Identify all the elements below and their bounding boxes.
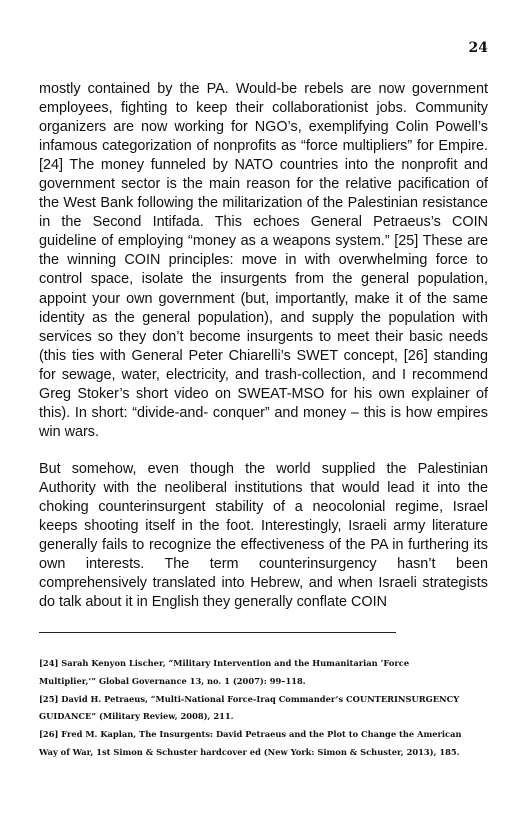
body-text	[39, 80, 488, 630]
page-number: 24	[468, 40, 488, 56]
paragraph-2: But somehow, even though the world supplied the Palestinian Authority with the neoliberal institutions that would lead it into the choking counterinsurgent stability of a neocolonial regime, Israel keeps shooting itself in the foot. Interestingly, Israeli army literature generally fails to recognize the effectiveness of the PA in furthering its own interests. The term counterinsurgency hasn’t been comprehensively translated into Hebrew, and when Israeli strategists do talk about it in English they generally conflate COIN	[39, 460, 488, 611]
paragraph-1: mostly contained by the PA. Would-be rebels are now government employees, fighting to keep their collaborationist jobs. Community organizers are now working for NGO’s, exemplifying Colin Powell’s infamous categorization of nonprofits as “force multipliers” for Empire. [24] The money funneled by NATO countries into the nonprofit and government sector is the main reason for the relative pacification of the West Bank following the militarization of the Palestinian resistance in the Second Intifada. This echoes General Petraeus’s COIN guideline of employing “money as a weapons system.” [25] These are the winning COIN principles: move in with overwhelming force to control space, isolate the insurgents from the general population, appoint your own government (but, importantly, make it of the same identity as the general population), and supply the population with services so they don’t become insurgents to meet their basic needs (this ties with General Peter Chiarelli’s SWET concept, [26] standing for sewage, water, electricity, and trash-collection, and I recommend Greg Stoker’s short video on SWEAT-MSO for his own explainer of this). In short: “divide-and- conquer” and money – this is how empires win wars.	[39, 81, 488, 440]
footnote-24: [24] Sarah Kenyon Lischer, “Military Intervention and the Humanitarian ‘Force Multiplier,’” Global Governance 13, no. 1 (2007): 99–118.	[39, 658, 410, 686]
footnote-divider	[39, 632, 396, 633]
footnote-26: [26] Fred M. Kaplan, The Insurgents: David Petraeus and the Plot to Change the American Way of War, 1st Simon & Schuster hardcover ed (New York: Simon & Schuster, 2013), 185.	[39, 729, 462, 757]
footnote-25: [25] David H. Petraeus, “Multi-National Force-Iraq Commander’s COUNTERINSURGENCY GUIDANCE” (Military Review, 2008), 211.	[39, 693, 460, 722]
footnotes	[39, 655, 499, 762]
